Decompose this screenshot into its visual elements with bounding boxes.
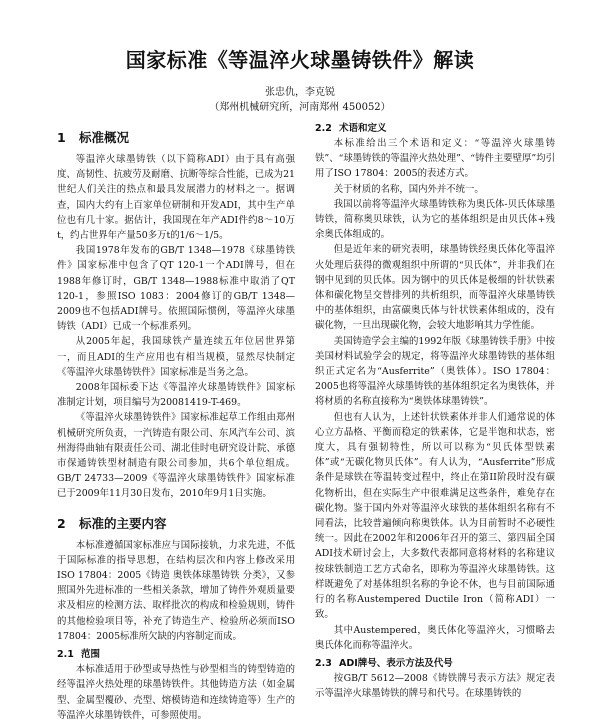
subsection-number: 2.2	[315, 123, 332, 134]
right-column	[315, 118, 555, 701]
paragraph: 我国1978年发布的GB/T 1348—1978《球墨铸铁件》国家标准中包含了QT 120-1一个ADI牌号，但在1988年修订时，GB/T 1348—1988标准中取消了QT 120-1，参照ISO 1083：2004修订的GB/T 1348—2009也不包括ADI牌号。依照国际惯例，等温淬火球墨铸铁（ADI）已成一个标准系列。	[57, 245, 295, 333]
authors: 张忠仇，李克锐	[265, 87, 335, 98]
section-number: 2	[57, 515, 66, 531]
affiliation: （郑州机械研究所，河南郑州 450052）	[209, 102, 391, 113]
paragraph: 但也有人认为，上述针状铁素体并非人们通常说的体心立方晶格、平衡而稳定的铁素体，它是半饱和状态，密度大，具有强韧特性，所以可以称为“贝氏体型铁素体”或“无碳化物贝氏体”。有人认为，“Ausferrite”形成条件是球铁在等温转变过程中，终止在第II阶段时没有碳化物析出，但在实际生产中很难满足这些条件，难免存在碳化物。鉴于国内外对等温淬火球铁的基体组织名称有不同看法，比较普遍倾向称奥铁体。认为目前暂时不必硬性统一。因此在2002年和2006年召开的第三、第四届全国ADI技术研讨会上，大多数代表都同意将材料的名称建议按球铁制造工艺方式命名，即称为等温淬火球墨铸铁。这样既避免了对基体组织名称的争论不休，也与目前国际通行的名称Austempered Ductile Iron（简称ADI）一致。	[315, 411, 555, 621]
paragraph: 等温淬火球墨铸铁（以下简称ADI）由于具有高强度、高韧性、抗疲劳及耐磨、抗断等综合性能，已成为21世纪人们关注的热点和最具发展潜力的材料之一。据调查，国内大约有上百家单位研制和开发ADI，其中生产单位也有几十家。据估计，我国现在年产ADI件约8～10万t，约占世界年产量50多万t的1/6～1/5。	[57, 154, 295, 242]
section-title: 标准概况	[79, 130, 130, 145]
subsection-title: ADI牌号、表示方法及代号	[339, 657, 453, 669]
paragraph: 《等温淬火球墨铸铁件》国家标准起草工作组由郑州机械研究所负责，一汽铸造有限公司、东风汽车公司、滨州海得曲轴有限责任公司、湖北佳时电研究设计院、承德市保通铸铁型材制造有限公司参加，共6个单位组成。GB/T 24733—2009《等温淬火球墨铸铁件》国家标准已于2009年11月30日发布，2010年9月1日实施。	[57, 412, 295, 500]
section-heading	[57, 514, 295, 532]
subsection-heading	[57, 646, 295, 660]
paragraph: 但是近年来的研究表明，球墨铸铁经奥氏体化等温淬火处理后获得的微观组织中所谓的“贝氏体”，并非我们在钢中见到的贝氏体。因为钢中的贝氏体是极细的针状铁素体和碳化物呈交替排列的共析组织，而等温淬火球墨铸铁中的基体组织，由富碳奥氏体与针状铁素体组成的，没有碳化物，一旦出现碳化物，会较大地影响其力学性能。	[315, 244, 555, 332]
section-number: 1	[57, 130, 66, 145]
subsection-number: 2.1	[57, 649, 74, 661]
paragraph: 关于材质的名称，国内外并不统一。	[333, 183, 484, 195]
paragraph: 美国铸造学会主编的1992年版《球墨铸铁手册》中按美国材料试验学会的规定，将等温淬火球墨铸铁的基体组织正式定名为“Ausferrite”（奥铁体）。ISO 17804：2005也将等温淬火球墨铸铁的基体组织定名为奥铁体，并将材质的名称直接称为“奥铁体球墨铸铁”。	[315, 335, 555, 408]
left-column	[57, 124, 295, 723]
subsection-title: 范围	[81, 649, 101, 661]
subsection-heading	[315, 120, 555, 134]
paragraph: 本标准遵循国家标准应与国际接轨，力求先进，不低于国际标准的指导思想，在结构层次和内容上修改采用ISO 17804：2005《铸造 奥铁体球墨铸铁 分类》，又参照国外先进标准的一些相关条款，增加了铸件外观质量要求及相应的检测方法、取样批次的构成和检验规则，铸件的其他检验项目等，补充了铸造生产、检验所必须而ISO 17804：2005标准所欠缺的内容制定而成。	[57, 539, 295, 642]
paragraph: 从2005年起，我国球铁产量连续五年位居世界第一，而且ADI的生产应用也有相当规模，显然尽快制定《等温淬火球墨铸铁件》国家标准是当务之急。	[57, 336, 295, 378]
paragraph: 本标准适用于砂型或导热性与砂型相当的铸型铸造的经等温淬火热处理的球墨铸铁件。其他铸造方法（如金属型、金属型覆砂、壳型、熔模铸造和连续铸造等）生产的等温淬火球墨铸铁件，可参照使用。	[57, 664, 295, 721]
paragraph: 本标准给出三个术语和定义：“等温淬火球墨铸铁”、“球墨铸铁的等温淬火热处理”、“铸件主要壁厚”均引用了ISO 17804：2005的表述方式。	[315, 138, 555, 180]
section-title: 标准的主要内容	[79, 515, 167, 531]
paragraph: 2008年国标委下达《等温淬火球墨铸铁件》国家标准制定计划，项目编号为20081419-T-469。	[57, 382, 295, 409]
subsection-heading	[315, 655, 555, 669]
subsection-number: 2.3	[315, 657, 332, 669]
paragraph: 按GB/T 5612—2008《铸铁牌号表示方法》规定表示等温淬火球墨铸铁的牌号和代号。在球墨铸铁的	[315, 672, 555, 700]
paragraph: 我国以前将等温淬火球墨铸铁称为奥氏体-贝氏体球墨铸铁，简称奥贝球铁，认为它的基体组织是由贝氏体+残余奥氏体组成的。	[315, 198, 555, 241]
subsection-title: 术语和定义	[339, 123, 387, 134]
article-title: 国家标准《等温淬火球墨铸铁件》解读	[125, 48, 475, 72]
section-heading	[57, 128, 295, 146]
paragraph: 其中Austempered，奥氏体化等温淬火，习惯略去奥氏体化而称等温淬火。	[315, 624, 555, 651]
